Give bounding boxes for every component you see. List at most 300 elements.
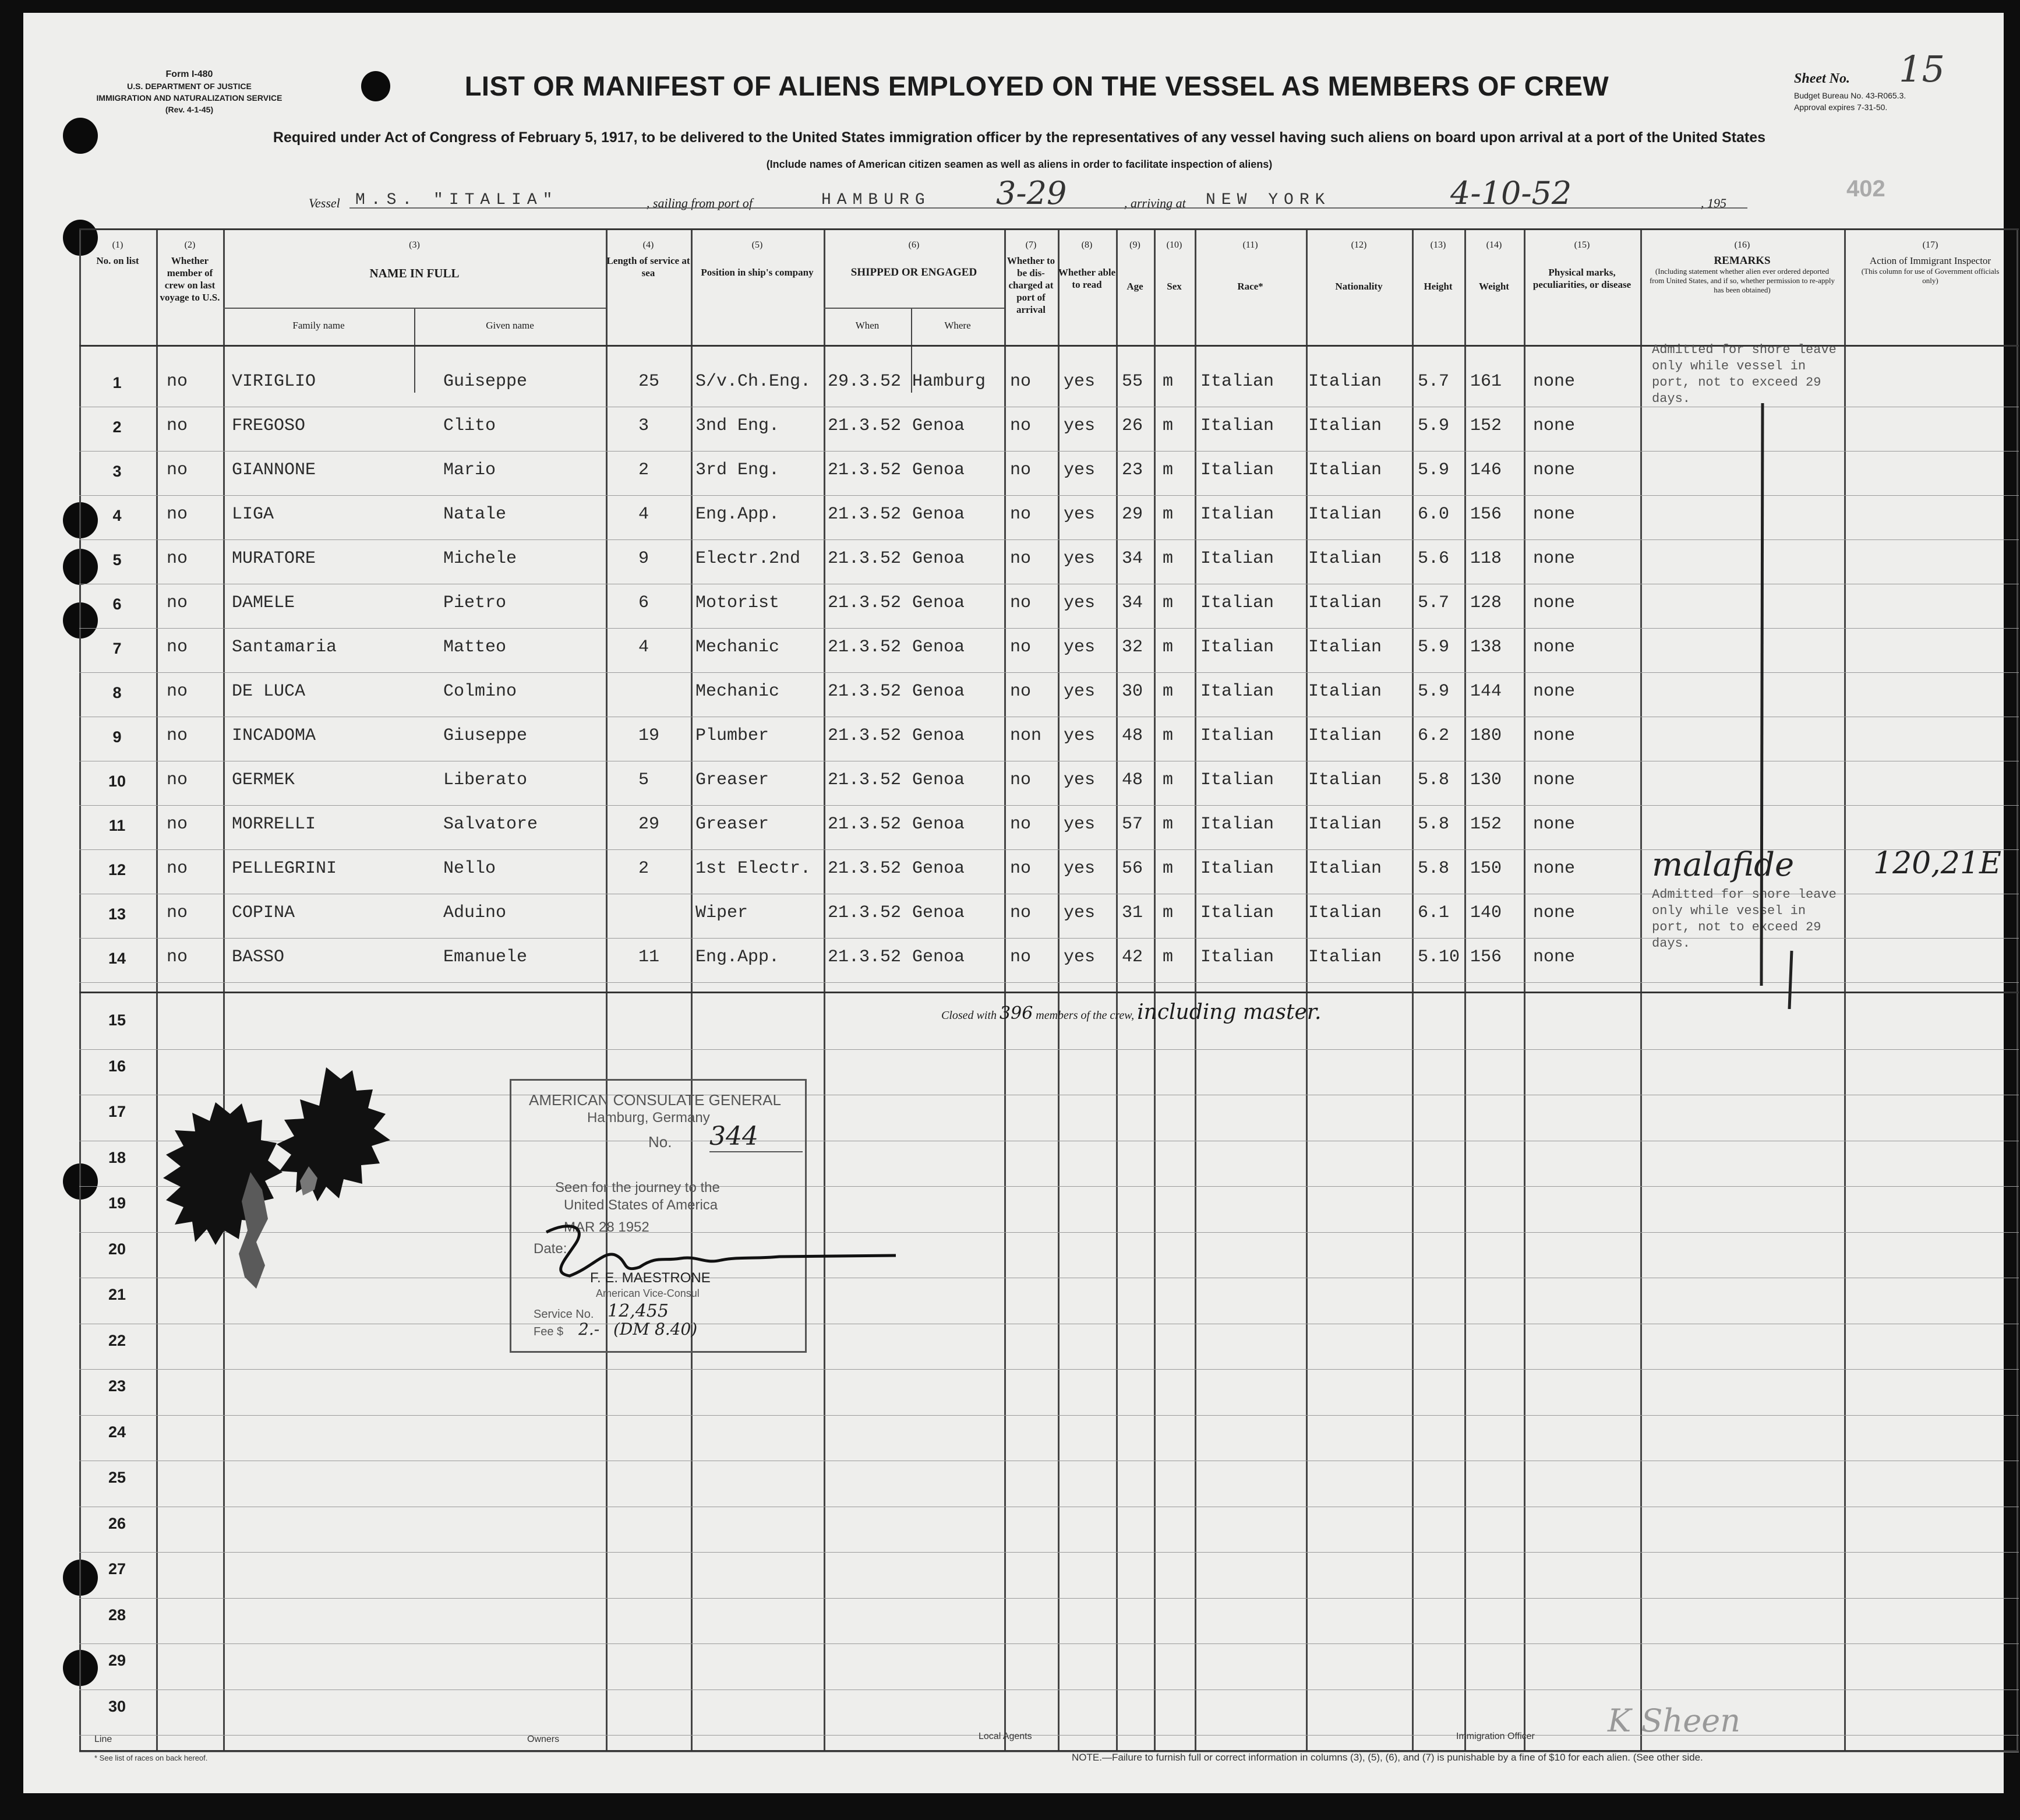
remark-bracket	[1652, 368, 1827, 1009]
cell-marks: none	[1533, 903, 1576, 923]
header-label: Action of Immigrant Inspector	[1869, 255, 1991, 266]
cell-where: Genoa	[912, 903, 965, 923]
line-number: 1	[112, 374, 122, 391]
cell-sex: m	[1163, 593, 1174, 613]
budget-line: Budget Bureau No. 43-R065.3.	[1794, 91, 1906, 100]
cell-marks: none	[1533, 770, 1576, 790]
cell-disch: no	[1010, 903, 1032, 923]
header-num: (14)	[1486, 240, 1502, 250]
cell-where: Genoa	[912, 814, 965, 834]
cell-race: Italian	[1200, 682, 1274, 701]
cell-service: 11	[638, 947, 660, 967]
cell-given: Salvatore	[443, 814, 538, 834]
cell-disch: no	[1010, 814, 1032, 834]
cell-where: Genoa	[912, 593, 965, 613]
cell-service: 9	[638, 549, 649, 569]
header-where: Where	[944, 320, 971, 331]
cell-disch: no	[1010, 947, 1032, 967]
cell-family: Santamaria	[232, 637, 337, 657]
line-number: 26	[108, 1514, 126, 1532]
cell-read: yes	[1064, 682, 1096, 701]
cell-when: 21.3.52	[828, 770, 902, 790]
line-number: 8	[112, 684, 122, 701]
cell-sex: m	[1163, 505, 1174, 524]
header-sublabel: (Including statement whether alien ever ordered deported from United States, and if so, whether permission to re-apply has been obtained)	[1649, 267, 1835, 294]
form-identifier	[82, 69, 297, 115]
cell-age: 31	[1122, 903, 1143, 923]
cell-nat: Italian	[1308, 549, 1382, 569]
line-number: 6	[112, 595, 122, 613]
header-col15	[1524, 239, 1640, 291]
column-rule	[79, 228, 81, 1752]
column-rule	[1412, 228, 1414, 1752]
cell-weight: 140	[1470, 903, 1502, 923]
cell-given: Pietro	[443, 593, 507, 613]
row-rule	[79, 1369, 2019, 1370]
line-number: 13	[108, 905, 126, 923]
column-rule	[1154, 228, 1156, 1752]
cell-weight: 180	[1470, 726, 1502, 746]
stamp-consulate: AMERICAN CONSULATE GENERAL	[529, 1091, 781, 1109]
cell-position: Greaser	[695, 770, 769, 790]
line-number: 27	[108, 1560, 126, 1578]
cell-marks: none	[1533, 637, 1576, 657]
cell-where: Genoa	[912, 859, 965, 879]
column-rule	[1116, 228, 1118, 1752]
header-label: Physical marks, peculiarities, or disease	[1532, 267, 1631, 290]
header-col1	[79, 239, 156, 267]
cell-marks: none	[1533, 814, 1576, 834]
footer-owners-label: Owners	[527, 1734, 560, 1744]
cell-height: 5.9	[1418, 416, 1450, 436]
cell-family: DE LUCA	[232, 682, 306, 701]
cell-marks: none	[1533, 947, 1576, 967]
closed-suffix: members of the crew,	[1036, 1009, 1135, 1022]
cell-weight: 118	[1470, 549, 1502, 569]
cell-when: 21.3.52	[828, 814, 902, 834]
header-col2	[158, 239, 221, 304]
cell-height: 5.9	[1418, 460, 1450, 480]
cell-given: Clito	[443, 416, 496, 436]
cell-read: yes	[1064, 593, 1096, 613]
cell-read: yes	[1064, 770, 1096, 790]
cell-where: Genoa	[912, 416, 965, 436]
cell-marks: none	[1533, 726, 1576, 746]
line-number: 16	[108, 1057, 126, 1075]
header-subrule	[824, 308, 1004, 309]
cell-when: 29.3.52	[828, 372, 902, 391]
cell-age: 42	[1122, 947, 1143, 967]
cell-crew: no	[167, 637, 188, 657]
header-label: Whether to be dis-charged at port of arrival	[1007, 255, 1055, 315]
cell-weight: 150	[1470, 859, 1502, 879]
cell-age: 34	[1122, 593, 1143, 613]
cell-position: Mechanic	[695, 637, 780, 657]
cell-crew: no	[167, 770, 188, 790]
row-rule	[79, 1415, 2019, 1416]
cell-weight: 156	[1470, 505, 1502, 524]
subnote: (Include names of American citizen seamen as well as aliens in order to facilitate inspection of aliens)	[766, 158, 1273, 170]
header-label: Position in ship's company	[701, 267, 814, 278]
cell-race: Italian	[1200, 549, 1274, 569]
cell-height: 5.6	[1418, 549, 1450, 569]
header-given-name: Given name	[486, 320, 534, 331]
cell-race: Italian	[1200, 903, 1274, 923]
header-col4	[606, 239, 691, 279]
header-num: (5)	[751, 240, 763, 250]
header-sublabel: (This column for use of Government officials only)	[1861, 267, 2000, 285]
header-col9	[1116, 239, 1154, 292]
header-col11	[1195, 239, 1306, 292]
cell-race: Italian	[1200, 814, 1274, 834]
cell-position: Mechanic	[695, 682, 780, 701]
cell-crew: no	[167, 682, 188, 701]
arriving-label: , arriving at	[1124, 196, 1186, 210]
cell-service: 4	[638, 637, 649, 657]
cell-nat: Italian	[1308, 505, 1382, 524]
cell-given: Guiseppe	[443, 372, 528, 391]
line-number: 2	[112, 418, 122, 436]
cell-service: 4	[638, 505, 649, 524]
cell-sex: m	[1163, 372, 1174, 391]
closed-prefix: Closed with	[941, 1009, 997, 1022]
line-number: 12	[108, 861, 126, 879]
row-rule	[79, 1643, 2019, 1644]
stamp-no-label: No.	[648, 1133, 672, 1151]
cell-when: 21.3.52	[828, 593, 902, 613]
cell-family: LIGA	[232, 505, 274, 524]
cell-disch: no	[1010, 593, 1032, 613]
stamp-date: MAR 28 1952	[564, 1219, 649, 1235]
cell-service: 25	[638, 372, 660, 391]
stamp-fee-dm: (DM 8.40)	[613, 1320, 698, 1339]
header-label: No. on list	[96, 255, 139, 266]
form-revision: (Rev. 4-1-45)	[165, 105, 214, 114]
cell-height: 5.7	[1418, 372, 1450, 391]
line-number: 29	[108, 1652, 126, 1669]
cell-race: Italian	[1200, 416, 1274, 436]
cell-nat: Italian	[1308, 637, 1382, 657]
line-number: 19	[108, 1194, 126, 1212]
cell-read: yes	[1064, 814, 1096, 834]
cell-read: yes	[1064, 903, 1096, 923]
cell-sex: m	[1163, 416, 1174, 436]
cell-crew: no	[167, 372, 188, 391]
header-label: Age	[1126, 281, 1143, 292]
cell-given: Nello	[443, 859, 496, 879]
cell-given: Emanuele	[443, 947, 528, 967]
cell-marks: none	[1533, 460, 1576, 480]
cell-family: MORRELLI	[232, 814, 316, 834]
cell-service: 6	[638, 593, 649, 613]
cell-given: Colmino	[443, 682, 517, 701]
line-number: 21	[108, 1286, 126, 1303]
cell-position: Electr.2nd	[695, 549, 801, 569]
header-label: Sex	[1167, 281, 1182, 292]
header-col16	[1640, 239, 1844, 295]
cell-read: yes	[1064, 947, 1096, 967]
stamp-officer-name: F. E. MAESTRONE	[590, 1270, 711, 1286]
cell-given: Natale	[443, 505, 507, 524]
line-number: 4	[112, 507, 122, 524]
cell-nat: Italian	[1308, 859, 1382, 879]
cell-where: Genoa	[912, 637, 965, 657]
cell-position: 3rd Eng.	[695, 460, 780, 480]
header-num: (4)	[642, 240, 654, 250]
cell-height: 5.10	[1418, 947, 1460, 967]
cell-height: 5.8	[1418, 814, 1450, 834]
line-number: 18	[108, 1148, 126, 1166]
line-number: 3	[112, 463, 122, 480]
cell-where: Genoa	[912, 770, 965, 790]
header-num: (12)	[1351, 240, 1367, 250]
cell-where: Genoa	[912, 682, 965, 701]
arrival-date: 4-10-52	[1450, 175, 1572, 211]
cell-service: 3	[638, 416, 649, 436]
sheet-number: 15	[1899, 48, 1945, 90]
form-number: Form I-480	[165, 69, 213, 79]
cell-read: yes	[1064, 726, 1096, 746]
cell-height: 5.8	[1418, 859, 1450, 879]
cell-where: Genoa	[912, 726, 965, 746]
vessel-label: Vessel	[309, 196, 340, 210]
cell-family: DAMELE	[232, 593, 295, 613]
sheet-number-label: Sheet No.	[1794, 71, 1850, 86]
column-rule	[156, 228, 158, 1752]
cell-race: Italian	[1200, 770, 1274, 790]
cell-family: MURATORE	[232, 549, 316, 569]
cell-disch: no	[1010, 770, 1032, 790]
header-num: (15)	[1574, 240, 1590, 250]
header-col7	[1004, 239, 1058, 316]
line-number: 5	[112, 551, 122, 569]
cell-when: 21.3.52	[828, 505, 902, 524]
cell-read: yes	[1064, 637, 1096, 657]
cell-crew: no	[167, 903, 188, 923]
cell-when: 21.3.52	[828, 637, 902, 657]
line-number: 30	[108, 1697, 126, 1715]
header-col10	[1154, 239, 1195, 292]
line-number: 9	[112, 728, 122, 746]
header-num: (7)	[1025, 240, 1037, 250]
cell-race: Italian	[1200, 947, 1274, 967]
cell-when: 21.3.52	[828, 726, 902, 746]
vessel-name: M.S. "ITALIA"	[355, 191, 559, 209]
stamp-fee-label: Fee $	[534, 1325, 564, 1338]
cell-family: INCADOMA	[232, 726, 316, 746]
header-num: (17)	[1922, 240, 1938, 250]
cell-race: Italian	[1200, 593, 1274, 613]
header-num: (3)	[409, 240, 420, 250]
cell-age: 32	[1122, 637, 1143, 657]
header-num: (8)	[1081, 240, 1093, 250]
header-col3	[223, 239, 606, 280]
cell-given: Liberato	[443, 770, 528, 790]
cell-weight: 152	[1470, 416, 1502, 436]
cell-crew: no	[167, 947, 188, 967]
budget-note	[1794, 90, 1906, 113]
cell-age: 23	[1122, 460, 1143, 480]
header-label: Length of service at sea	[606, 255, 690, 278]
cell-disch: no	[1010, 460, 1032, 480]
cell-disch: no	[1010, 416, 1032, 436]
cell-given: Matteo	[443, 637, 507, 657]
cell-sex: m	[1163, 726, 1174, 746]
cell-crew: no	[167, 549, 188, 569]
cell-crew: no	[167, 726, 188, 746]
cell-read: yes	[1064, 859, 1096, 879]
cell-when: 21.3.52	[828, 549, 902, 569]
row-rule	[79, 1552, 2019, 1553]
crew-table	[79, 228, 2019, 1752]
closed-statement	[941, 1000, 1321, 1024]
closed-handwritten: including master.	[1137, 1000, 1322, 1024]
cell-weight: 128	[1470, 593, 1502, 613]
cell-disch: no	[1010, 859, 1032, 879]
line-number: 28	[108, 1606, 126, 1624]
cell-marks: none	[1533, 682, 1576, 701]
cell-when: 21.3.52	[828, 859, 902, 879]
cell-height: 6.2	[1418, 726, 1450, 746]
cell-position: Motorist	[695, 593, 780, 613]
header-when: When	[855, 320, 880, 331]
stamp-no-value: 344	[709, 1121, 803, 1152]
footer-agents-label: Local Agents	[979, 1731, 1032, 1741]
header-col13	[1412, 239, 1464, 292]
form-department: U.S. DEPARTMENT OF JUSTICE	[127, 82, 252, 91]
cell-marks: none	[1533, 593, 1576, 613]
header-label: Nationality	[1335, 281, 1383, 292]
line-number: 20	[108, 1240, 126, 1258]
stamp-city: Hamburg, Germany	[587, 1110, 710, 1126]
cell-nat: Italian	[1308, 460, 1382, 480]
header-num: (1)	[112, 240, 123, 250]
cell-when: 21.3.52	[828, 947, 902, 967]
cell-when: 21.3.52	[828, 682, 902, 701]
cell-height: 5.8	[1418, 770, 1450, 790]
vessel-info	[309, 175, 1823, 213]
header-label: NAME IN FULL	[369, 266, 460, 280]
cell-age: 55	[1122, 372, 1143, 391]
cell-age: 56	[1122, 859, 1143, 879]
cell-sex: m	[1163, 903, 1174, 923]
document-title: LIST OR MANIFEST OF ALIENS EMPLOYED ON THE VESSEL AS MEMBERS OF CREW	[464, 70, 1609, 101]
footer-line-label: Line	[94, 1734, 112, 1744]
header-subrule	[223, 308, 606, 309]
cell-given: Giuseppe	[443, 726, 528, 746]
header-col6	[824, 239, 1004, 278]
cell-position: S/v.Ch.Eng.	[695, 372, 811, 391]
column-rule	[606, 228, 608, 1752]
column-rule	[824, 228, 825, 1752]
cell-service: 5	[638, 770, 649, 790]
cell-position: 3nd Eng.	[695, 416, 780, 436]
punch-hole	[63, 118, 98, 154]
header-label: Whether member of crew on last voyage to U.S.	[160, 255, 220, 303]
cell-age: 48	[1122, 726, 1143, 746]
cell-race: Italian	[1200, 859, 1274, 879]
cell-weight: 144	[1470, 682, 1502, 701]
cell-sex: m	[1163, 637, 1174, 657]
cell-crew: no	[167, 593, 188, 613]
cell-read: yes	[1064, 505, 1096, 524]
cell-race: Italian	[1200, 460, 1274, 480]
cell-nat: Italian	[1308, 770, 1382, 790]
cell-height: 5.7	[1418, 593, 1450, 613]
cell-sex: m	[1163, 549, 1174, 569]
column-rule	[223, 228, 225, 1752]
header-family-name: Family name	[292, 320, 345, 331]
cell-service: 2	[638, 859, 649, 879]
cell-given: Michele	[443, 549, 517, 569]
cell-marks: none	[1533, 859, 1576, 879]
officer-signature: K Sheen	[1608, 1702, 1740, 1739]
column-rule	[2017, 228, 2018, 1752]
line-number: 25	[108, 1469, 126, 1486]
cell-crew: no	[167, 814, 188, 834]
crew-count: 396	[1000, 1003, 1033, 1024]
remark-top: Admitted for shore leave only while vessel in port, not to exceed 29 days.	[1652, 343, 1837, 406]
cell-disch: non	[1010, 726, 1042, 746]
cell-when: 21.3.52	[828, 416, 902, 436]
inspector-action: 120,21E	[1873, 846, 2001, 881]
cell-age: 48	[1122, 770, 1143, 790]
header-label: Race*	[1237, 281, 1263, 292]
cell-sex: m	[1163, 814, 1174, 834]
vessel-underline	[349, 207, 1747, 209]
cell-nat: Italian	[1308, 372, 1382, 391]
cell-weight: 138	[1470, 637, 1502, 657]
header-label: Height	[1424, 281, 1453, 292]
line-number: 17	[108, 1103, 126, 1120]
cell-family: FREGOSO	[232, 416, 306, 436]
line-number: 15	[108, 1011, 126, 1029]
column-rule	[691, 228, 693, 1752]
consul-signature	[535, 1221, 896, 1285]
year-label: , 195	[1701, 196, 1726, 210]
cell-read: yes	[1064, 549, 1096, 569]
cell-sex: m	[1163, 859, 1174, 879]
header-col14	[1464, 239, 1524, 292]
cell-nat: Italian	[1308, 903, 1382, 923]
row-rule	[79, 1049, 2019, 1050]
cell-age: 26	[1122, 416, 1143, 436]
cell-disch: no	[1010, 505, 1032, 524]
cell-family: GERMEK	[232, 770, 295, 790]
cell-given: Aduino	[443, 903, 507, 923]
cell-position: Wiper	[695, 903, 748, 923]
cell-disch: no	[1010, 549, 1032, 569]
cell-weight: 152	[1470, 814, 1502, 834]
line-number: 10	[108, 773, 126, 790]
column-rule	[1004, 228, 1006, 1752]
cell-nat: Italian	[1308, 814, 1382, 834]
header-col12	[1306, 239, 1412, 292]
cell-position: Eng.App.	[695, 505, 780, 524]
remark-bottom: Admitted for shore leave only while vessel in port, not to exceed 29 days.	[1652, 887, 1837, 951]
cell-age: 29	[1122, 505, 1143, 524]
cell-nat: Italian	[1308, 726, 1382, 746]
cell-height: 5.9	[1418, 637, 1450, 657]
cell-disch: no	[1010, 682, 1032, 701]
arrival-port: NEW YORK	[1206, 191, 1331, 209]
cell-where: Genoa	[912, 549, 965, 569]
cell-where: Genoa	[912, 947, 965, 967]
cell-family: COPINA	[232, 903, 295, 923]
cell-sex: m	[1163, 682, 1174, 701]
header-col8	[1058, 239, 1116, 291]
cell-nat: Italian	[1308, 416, 1382, 436]
